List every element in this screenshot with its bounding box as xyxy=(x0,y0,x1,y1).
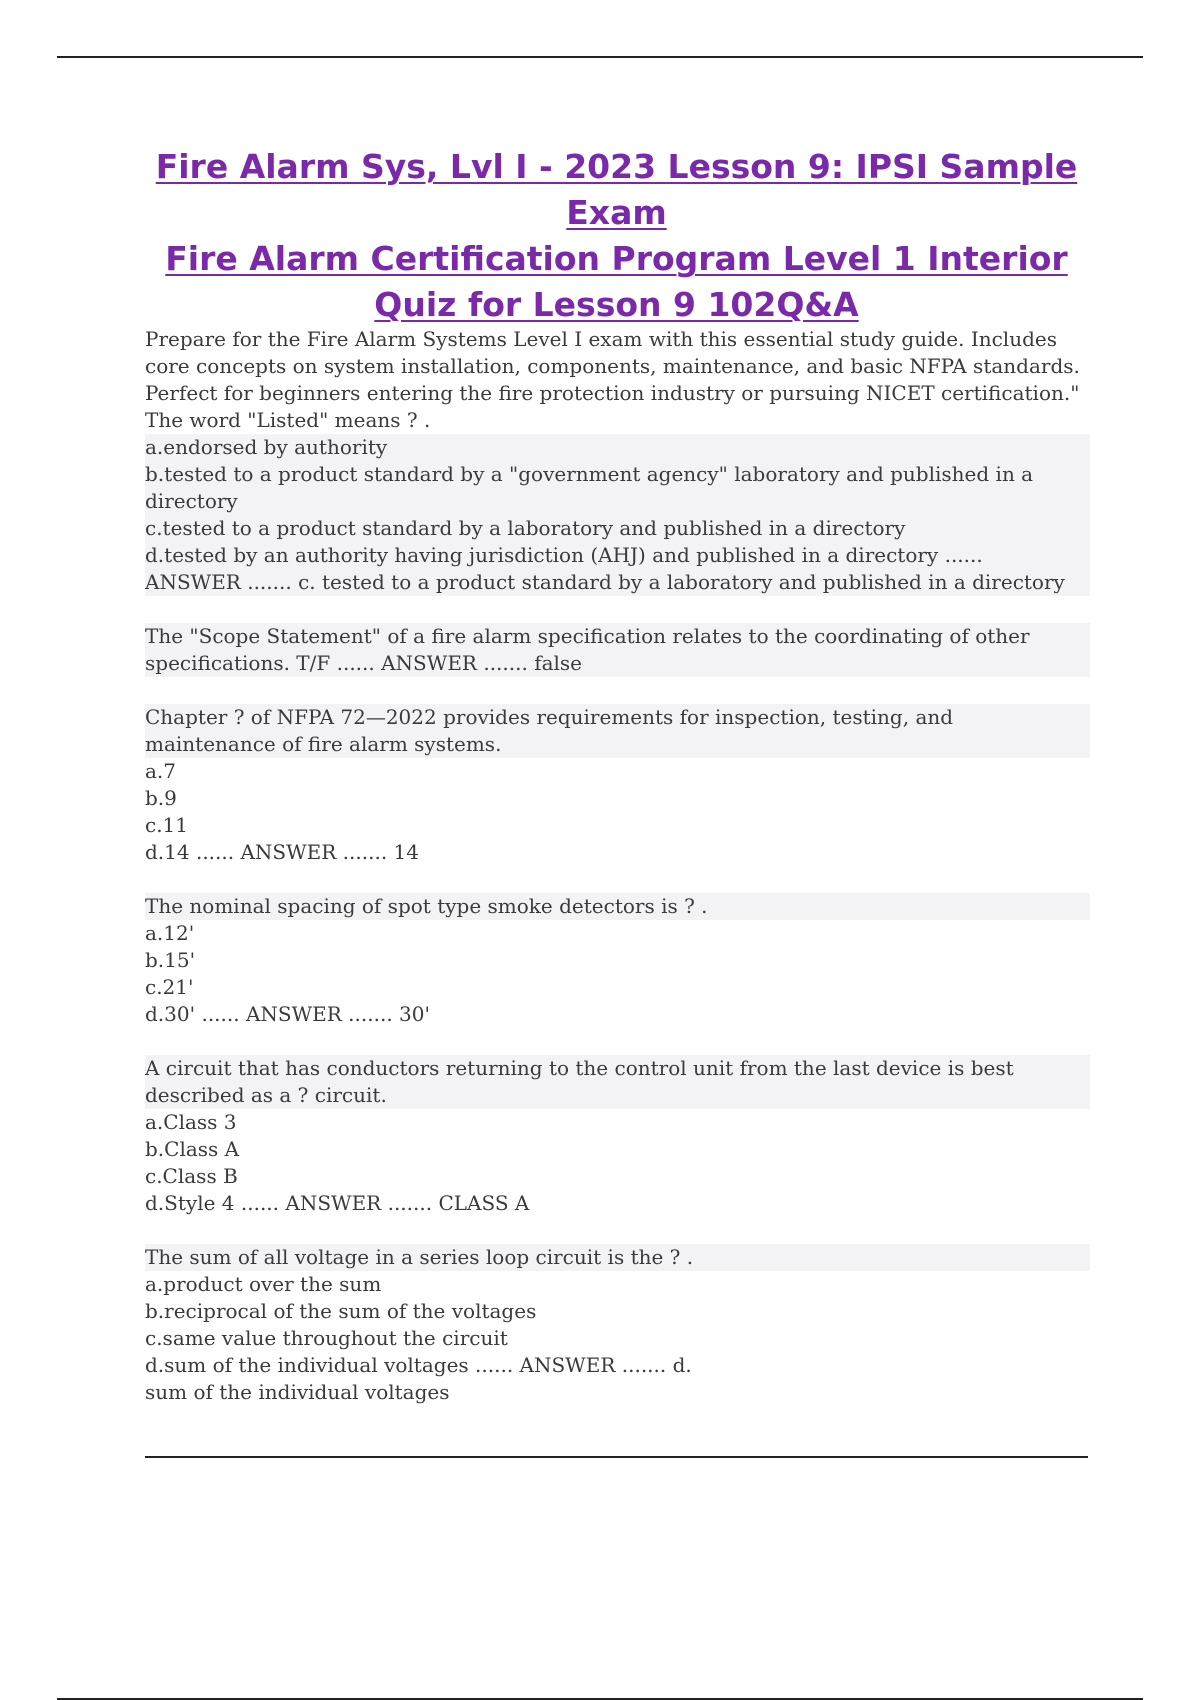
option: b.15' xyxy=(145,948,196,972)
option: c.same value throughout the circuit xyxy=(145,1326,508,1350)
option: d.30' ...... ANSWER ....... 30' xyxy=(145,1002,430,1026)
question-text: The nominal spacing of spot type smoke detectors is ? . xyxy=(145,893,1090,920)
option: a.Class 3 xyxy=(145,1110,237,1134)
title-line-3: Fire Alarm Certification Program Level 1 Interior xyxy=(165,239,1068,278)
option: b.Class A xyxy=(145,1137,240,1161)
document-body xyxy=(145,326,1090,1433)
question-6 xyxy=(145,1244,1090,1406)
question-text: Chapter ? of NFPA 72—2022 provides requirements for inspection, testing, and maintenance of fire alarm systems. xyxy=(145,704,1090,758)
option: sum of the individual voltages xyxy=(145,1380,450,1404)
title-line-1: Fire Alarm Sys, Lvl I - 2023 Lesson 9: IPSI Sample xyxy=(155,147,1078,186)
option: d.sum of the individual voltages ...... ANSWER ....... d. xyxy=(145,1353,692,1377)
document-title xyxy=(140,144,1093,328)
option: a.endorsed by authority xyxy=(145,434,1090,461)
question-5 xyxy=(145,1055,1090,1217)
option: d.Style 4 ...... ANSWER ....... CLASS A xyxy=(145,1191,530,1215)
intro-paragraph: Prepare for the Fire Alarm Systems Level I exam with this essential study guide. Includes core concepts on system installation, components, maintenance, and basic NFPA standards. Perfect for beginners entering the fire protection industry or pursuing NICET certification." xyxy=(145,327,1080,405)
option: a.7 xyxy=(145,759,177,783)
option: c.11 xyxy=(145,813,189,837)
question-1 xyxy=(145,407,1090,596)
question-text: A circuit that has conductors returning to the control unit from the last device is best described as a ? circuit. xyxy=(145,1055,1090,1109)
question-text: The word "Listed" means ? . xyxy=(145,408,431,432)
option: c.21' xyxy=(145,975,194,999)
question-3 xyxy=(145,704,1090,866)
option: c.Class B xyxy=(145,1164,238,1188)
title-line-2: Exam xyxy=(566,193,667,232)
option: a.12' xyxy=(145,921,195,945)
option: a.product over the sum xyxy=(145,1272,382,1296)
option: d.tested by an authority having jurisdiction (AHJ) and published in a directory ...... xyxy=(145,542,1090,569)
title-line-4: Quiz for Lesson 9 102Q&A xyxy=(374,285,859,324)
option: b.tested to a product standard by a "government agency" laboratory and published in a directory xyxy=(145,461,1090,515)
question-text: The sum of all voltage in a series loop circuit is the ? . xyxy=(145,1244,1090,1271)
option: b.reciprocal of the sum of the voltages xyxy=(145,1299,537,1323)
option: d.14 ...... ANSWER ....... 14 xyxy=(145,840,419,864)
option: c.tested to a product standard by a laboratory and published in a directory xyxy=(145,515,1090,542)
option: b.9 xyxy=(145,786,177,810)
question-2 xyxy=(145,623,1090,677)
question-4 xyxy=(145,893,1090,1028)
top-divider xyxy=(57,56,1143,58)
question-text: The "Scope Statement" of a fire alarm specification relates to the coordinating of other specifications. T/F ...... ANSWER ....... false xyxy=(145,623,1090,677)
section-divider xyxy=(145,1456,1088,1458)
answer: ANSWER ....... c. tested to a product standard by a laboratory and published in a directory xyxy=(145,569,1090,596)
